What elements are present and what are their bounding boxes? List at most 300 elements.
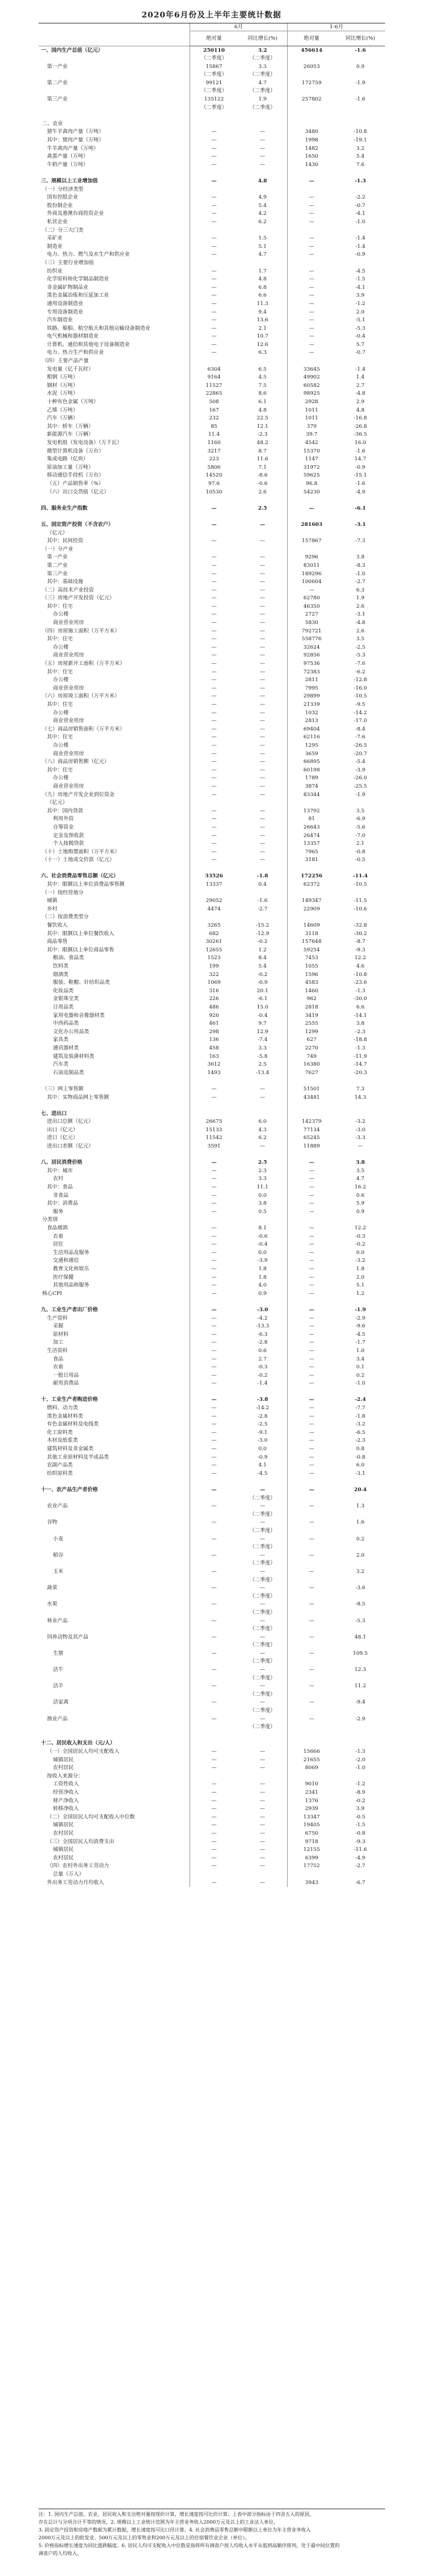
ytd-yoy-cell: -1.3 [355, 1045, 366, 1051]
month-abs-cell: — [211, 841, 217, 847]
month-abs-cell: — [211, 628, 217, 634]
month-abs-cell: — [211, 726, 217, 732]
table-row [39, 1560, 385, 1568]
indicator-cell [39, 1543, 190, 1552]
month-yoy-cell: — [260, 1568, 265, 1575]
month-abs-cell: — [211, 153, 217, 160]
table-row [39, 807, 385, 815]
month-yoy-cell: -1.6 [258, 898, 268, 904]
table-row [39, 840, 385, 848]
ytd-yoy-cell: -20.3 [353, 1069, 367, 1076]
table-row [39, 161, 385, 169]
month-yoy-cell: 6.1 [258, 399, 267, 406]
month-abs-cell [190, 799, 238, 808]
indicator-cell: 石油及制品类 [39, 1069, 190, 1077]
indicator-cell [39, 1707, 190, 1716]
month-yoy-cell [238, 1102, 287, 1110]
ytd-abs-cell: 13347 [288, 1813, 336, 1821]
table-row [39, 504, 385, 513]
indicator-cell: 商业营业用房 [39, 782, 190, 791]
month-yoy-cell: 6.2 [258, 1135, 267, 1141]
month-abs-cell: 6304 [207, 366, 221, 372]
ytd-abs-cell: — [288, 1175, 336, 1184]
indicator-cell: 微型计算机设备（万台） [39, 447, 190, 456]
ytd-abs-cell: 3943 [288, 1879, 336, 1887]
ytd-yoy-cell: -7.6 [355, 661, 366, 667]
table-row [39, 652, 385, 660]
ytd-yoy-cell: -3.9 [355, 767, 366, 773]
indicator-cell [39, 1690, 190, 1699]
indicator-cell: 电力、热力生产和供应业 [39, 349, 190, 357]
ytd-abs-cell: 1998 [288, 137, 336, 145]
ytd-yoy-cell: -10.6 [353, 906, 367, 912]
ytd-abs-cell: 65245 [288, 1134, 336, 1143]
table-row [39, 431, 385, 439]
indicator-cell: 自筹资金 [39, 823, 190, 832]
month-yoy-cell: — [260, 611, 265, 618]
ytd-yoy-cell: -2.7 [355, 1863, 366, 1870]
month-yoy-cell [238, 1216, 287, 1225]
month-abs-cell [190, 889, 238, 897]
table-row [39, 1510, 385, 1519]
indicator-cell: 核心CPI [39, 1290, 190, 1298]
month-abs-cell: — [211, 759, 217, 765]
ytd-abs-cell: — [288, 1159, 336, 1167]
ytd-yoy-cell [336, 1608, 385, 1617]
ytd-abs-cell [288, 259, 336, 267]
month-abs-cell: — [211, 129, 217, 135]
ytd-yoy-cell: 2.0 [356, 1552, 365, 1558]
ytd-abs-cell: — [288, 1323, 336, 1331]
ytd-abs-cell [288, 103, 336, 112]
month-abs-cell [190, 1731, 238, 1740]
indicator-cell: 通讯器材类 [39, 1044, 190, 1052]
table-row [39, 1330, 385, 1339]
month-yoy-cell: — [260, 750, 265, 757]
ytd-abs-cell: — [288, 1682, 336, 1691]
table-row [39, 1870, 385, 1879]
ytd-abs-cell: — [288, 1469, 336, 1478]
ytd-abs-cell: 2813 [288, 717, 336, 726]
ytd-yoy-cell: 7.3 [356, 1086, 365, 1092]
ytd-abs-cell [288, 864, 336, 873]
month-abs-cell: — [211, 243, 217, 250]
ytd-yoy-cell: -6.5 [355, 1429, 366, 1436]
ytd-yoy-cell [336, 1216, 385, 1225]
ytd-yoy-cell: -3.1 [355, 1470, 366, 1477]
table-row [39, 1290, 385, 1298]
month-yoy-cell: — [260, 161, 265, 168]
table-row [39, 1052, 385, 1061]
indicator-cell [39, 87, 190, 96]
month-yoy-cell: 8.4 [258, 955, 267, 962]
month-yoy-cell: -0.2 [258, 971, 268, 978]
indicator-cell: （三）网上零售额 [39, 1085, 190, 1093]
ytd-abs-cell: 3659 [288, 750, 336, 758]
month-abs-header: 绝对量 [190, 31, 238, 46]
month-yoy-cell: — [260, 1814, 265, 1820]
indicator-cell: （二）分三大门类 [39, 226, 190, 235]
ytd-abs-cell: 1482 [288, 144, 336, 153]
table-row [39, 1200, 385, 1208]
month-yoy-cell [238, 799, 287, 808]
indicator-cell: 中西药品类 [39, 1020, 190, 1028]
table-row [39, 1371, 385, 1380]
ytd-abs-cell: 26474 [288, 832, 336, 840]
table-row [39, 611, 385, 619]
indicator-cell: 集成电路（亿块） [39, 456, 190, 464]
ytd-yoy-cell: -0.9 [355, 464, 366, 471]
ytd-abs-cell: — [288, 341, 336, 349]
table-row [39, 488, 385, 496]
ytd-abs-cell [288, 1625, 336, 1634]
month-yoy-cell: 22.5 [256, 415, 268, 422]
month-yoy-cell: -2.5 [258, 1421, 268, 1428]
table-row [39, 1781, 385, 1789]
month-abs-cell: （二季度） [201, 88, 227, 94]
indicator-cell: 医疗保健 [39, 1273, 190, 1282]
ytd-abs-cell: — [288, 1306, 336, 1314]
month-abs-cell: — [211, 1290, 217, 1297]
month-yoy-cell: （二季度） [249, 1495, 276, 1501]
month-yoy-cell [238, 1740, 287, 1748]
ytd-yoy-cell: -0.5 [355, 1814, 366, 1820]
ytd-abs-cell [288, 112, 336, 120]
ytd-abs-cell: 26643 [288, 823, 336, 832]
ytd-yoy-cell: -3.6 [355, 1585, 366, 1592]
ytd-abs-cell: — [288, 1355, 336, 1364]
indicator-cell: 其中：实物商品网上零售额 [39, 1093, 190, 1102]
ytd-yoy-cell: -16.0 [353, 685, 367, 691]
month-group-header: 6月 [190, 23, 287, 31]
indicator-cell [39, 1723, 190, 1732]
table-row [39, 750, 385, 758]
ytd-yoy-cell: -2.4 [354, 1397, 366, 1403]
indicator-cell: 其中：住宅 [39, 668, 190, 676]
indicator-cell [39, 1731, 190, 1740]
ytd-yoy-cell: 5.4 [356, 153, 365, 160]
ytd-abs-cell: — [288, 1503, 336, 1511]
month-abs-cell: — [211, 235, 217, 242]
indicator-cell: 文化办公用品类 [39, 1028, 190, 1036]
ytd-yoy-cell: -1.5 [355, 276, 366, 283]
month-abs-cell [190, 1723, 238, 1732]
month-yoy-cell [238, 1772, 287, 1781]
month-abs-cell [190, 1151, 238, 1159]
month-yoy-cell: （二季度） [249, 1708, 276, 1714]
month-abs-cell: 232 [209, 415, 219, 422]
table-row [39, 324, 385, 333]
indicator-cell: （二）全国居民人均可支配收入中位数 [39, 1813, 190, 1821]
ytd-yoy-cell: 4.7 [356, 1176, 365, 1182]
ytd-yoy-cell: -3.2 [355, 1258, 366, 1264]
indicator-cell [39, 1642, 190, 1650]
month-yoy-cell: -4.5 [258, 1470, 268, 1477]
ytd-yoy-cell: 48.1 [354, 1634, 366, 1640]
indicator-cell: 黑色金属冶炼和压延加工业 [39, 292, 190, 300]
table-row [39, 1797, 385, 1805]
ytd-abs-cell: — [288, 1421, 336, 1429]
indicator-cell: 乡村 [39, 905, 190, 913]
month-yoy-cell: — [260, 1699, 265, 1706]
ytd-abs-cell: — [288, 1364, 336, 1372]
ytd-yoy-cell: -0.8 [355, 1454, 366, 1460]
table-row [39, 1862, 385, 1871]
table-row [39, 1707, 385, 1716]
month-yoy-cell: 0.5 [258, 1208, 267, 1215]
table-row [39, 218, 385, 226]
month-yoy-cell: — [260, 587, 265, 593]
ytd-yoy-cell: -10.8 [353, 129, 367, 135]
indicator-cell: 商业营业用房 [39, 750, 190, 758]
month-abs-cell [190, 529, 238, 537]
month-yoy-cell: -5.8 [258, 1053, 268, 1060]
ytd-abs-cell [288, 1608, 336, 1617]
ytd-abs-cell: — [288, 202, 336, 210]
ytd-yoy-cell: — [357, 1143, 363, 1150]
ytd-yoy-cell [336, 913, 385, 922]
month-abs-cell [190, 1690, 238, 1699]
month-yoy-cell: 4.8 [258, 407, 267, 413]
table-row [39, 799, 385, 808]
ytd-abs-cell: 257802 [288, 96, 336, 104]
ytd-abs-cell: — [288, 1290, 336, 1298]
table-row [39, 1093, 385, 1102]
ytd-yoy-cell: -3.1 [355, 611, 366, 618]
table-row [39, 1756, 385, 1764]
table-row [39, 1175, 385, 1184]
ytd-abs-cell: 2555 [288, 1020, 336, 1028]
month-abs-cell: — [211, 218, 217, 225]
ytd-yoy-cell: 4.6 [356, 963, 365, 969]
month-yoy-cell: 0.0 [258, 1446, 267, 1453]
indicator-cell: 活羊 [39, 1682, 190, 1691]
month-abs-cell: — [211, 816, 217, 823]
ytd-yoy-cell: 3.8 [356, 1021, 365, 1027]
table-row [39, 267, 385, 276]
table-row [39, 823, 385, 832]
ytd-abs-cell: — [288, 317, 336, 325]
indicator-cell: 其中：限额以上单位消费品零售额 [39, 881, 190, 889]
month-abs-cell: — [211, 1438, 217, 1444]
table-row [39, 1069, 385, 1077]
ytd-yoy-cell: -4.8 [355, 620, 366, 626]
month-yoy-cell: — [260, 1855, 265, 1861]
ytd-abs-cell: 6750 [288, 1829, 336, 1838]
month-yoy-cell: 4.0 [258, 1282, 267, 1289]
ytd-yoy-cell [336, 1625, 385, 1634]
ytd-abs-cell: — [288, 1584, 336, 1593]
ytd-yoy-cell: 3.5 [356, 636, 365, 643]
month-yoy-cell: — [260, 554, 265, 561]
ytd-yoy-cell [336, 1543, 385, 1552]
ytd-yoy-cell: -1.9 [355, 791, 366, 798]
month-abs-cell: — [211, 1749, 217, 1755]
indicator-cell: 办公楼 [39, 676, 190, 685]
month-yoy-cell: -6.3 [258, 1331, 268, 1338]
month-yoy-cell: 1.8 [258, 1265, 267, 1272]
table-row [39, 169, 385, 178]
table-row [39, 1020, 385, 1028]
month-abs-cell: 1160 [207, 440, 221, 446]
ytd-yoy-cell [336, 864, 385, 873]
indicator-cell: 化学原料和化学制品制造业 [39, 276, 190, 284]
table-row [39, 1838, 385, 1846]
month-abs-cell [190, 1772, 238, 1781]
ytd-yoy-cell: -1.3 [355, 987, 366, 994]
indicator-cell [39, 1077, 190, 1086]
month-abs-cell: — [211, 350, 217, 356]
ytd-abs-cell: — [288, 283, 336, 292]
month-abs-cell: — [211, 1863, 217, 1870]
ytd-yoy-cell: -11.5 [353, 898, 367, 904]
table-row [39, 734, 385, 742]
ytd-yoy-cell: -4.1 [355, 284, 366, 291]
ytd-yoy-cell: -1.7 [355, 1339, 366, 1346]
table-row [39, 791, 385, 799]
ytd-yoy-cell: 14.7 [354, 456, 366, 463]
month-yoy-cell: — [260, 1683, 265, 1690]
month-yoy-cell: — [260, 1536, 265, 1542]
ytd-yoy-cell [336, 889, 385, 897]
ytd-yoy-cell: 2.1 [356, 841, 365, 847]
month-abs-cell [190, 357, 238, 366]
ytd-yoy-cell: -25.5 [353, 783, 367, 789]
table-row [39, 1126, 385, 1134]
month-yoy-cell [238, 169, 287, 178]
indicator-cell: 城镇居民 [39, 1821, 190, 1830]
footnote-line: 调查户的人均收入。 [39, 2551, 82, 2556]
indicator-cell: 商业营业用房 [39, 619, 190, 628]
month-abs-cell: — [211, 1503, 217, 1510]
table-row [39, 881, 385, 889]
month-abs-cell: — [211, 1331, 217, 1338]
indicator-cell [39, 169, 190, 178]
ytd-abs-cell: 2818 [288, 1003, 336, 1012]
month-yoy-cell [238, 1077, 287, 1086]
ytd-yoy-cell: 6.6 [356, 1004, 365, 1010]
ytd-abs-cell: 62372 [288, 881, 336, 889]
ytd-abs-cell: 77134 [288, 1126, 336, 1134]
ytd-yoy-cell: 109.5 [353, 1650, 368, 1657]
indicator-cell: 外出务工劳动力月均收入 [39, 1879, 190, 1887]
month-yoy-cell: 48.2 [256, 440, 268, 446]
table-row [39, 1134, 385, 1143]
month-yoy-cell [238, 120, 287, 128]
ytd-yoy-cell [336, 1388, 385, 1396]
indicator-cell: 城镇 [39, 897, 190, 906]
table-row [39, 1380, 385, 1388]
table-row [39, 1740, 385, 1748]
ytd-yoy-cell: 1.6 [356, 1519, 365, 1526]
month-abs-cell: — [211, 824, 217, 830]
month-yoy-cell: — [260, 1487, 265, 1493]
ytd-yoy-cell: 5.7 [356, 341, 365, 348]
ytd-abs-cell: 1460 [288, 987, 336, 995]
ytd-abs-cell: — [288, 1167, 336, 1175]
table-row [39, 1151, 385, 1159]
ytd-abs-cell: — [288, 1633, 336, 1642]
ytd-abs-cell: 962 [288, 995, 336, 1004]
month-yoy-cell: -14.2 [256, 1405, 270, 1412]
ytd-yoy-cell: -20.7 [353, 750, 367, 757]
ytd-yoy-cell: 12.2 [354, 1225, 366, 1231]
month-abs-cell: — [211, 202, 217, 209]
ytd-abs-cell [288, 529, 336, 537]
indicator-cell: 其中：住宅 [39, 635, 190, 644]
ytd-abs-cell: 60582 [288, 381, 336, 390]
indicator-cell: 蔬菜 [39, 1584, 190, 1593]
indicator-cell: 生活资料 [39, 1347, 190, 1355]
indicator-cell: 农村居民 [39, 1764, 190, 1773]
table-row [39, 1879, 385, 1887]
month-abs-cell: — [211, 775, 217, 782]
table-row [39, 1543, 385, 1552]
month-yoy-cell: -0.2 [258, 939, 268, 945]
ytd-yoy-cell: -0.4 [355, 333, 366, 340]
indicator-cell: 活牛 [39, 1666, 190, 1675]
indicator-cell: 农村居民 [39, 1854, 190, 1862]
table-row [39, 1412, 385, 1421]
month-abs-cell: — [211, 718, 217, 724]
month-abs-cell: — [211, 1716, 217, 1722]
indicator-cell [39, 1494, 190, 1503]
table-row [39, 144, 385, 153]
indicator-cell: 水果 [39, 1601, 190, 1609]
indicator-cell: （五）房屋新开工面积（万平方米） [39, 660, 190, 669]
table-row [39, 1601, 385, 1609]
indicator-cell: 十种有色金属（万吨） [39, 398, 190, 407]
ytd-yoy-cell: -2.0 [355, 1756, 366, 1763]
ytd-yoy-cell: -1.0 [355, 1380, 366, 1387]
month-yoy-cell: — [260, 1650, 265, 1657]
indicator-cell [39, 1388, 190, 1396]
month-abs-cell: — [211, 145, 217, 152]
table-row [39, 374, 385, 382]
month-abs-cell: — [211, 644, 217, 650]
indicator-cell [39, 103, 190, 112]
ytd-abs-cell: — [288, 210, 336, 218]
ytd-abs-cell: 792721 [288, 627, 336, 635]
table-row [39, 709, 385, 717]
indicator-cell: 十二、居民收入和支出（元/人） [39, 1740, 190, 1748]
month-abs-cell: 461 [209, 1021, 219, 1027]
ytd-yoy-cell [336, 1723, 385, 1732]
table-row [39, 1012, 385, 1020]
indicator-cell: 餐饮收入 [39, 922, 190, 930]
ytd-yoy-cell: -6.7 [355, 1879, 366, 1886]
ytd-abs-cell: 92856 [288, 652, 336, 660]
table-row [39, 520, 385, 529]
table-row [39, 930, 385, 938]
ytd-yoy-cell [336, 1870, 385, 1879]
month-abs-cell: — [211, 1830, 217, 1836]
ytd-abs-cell: — [288, 267, 336, 276]
month-yoy-cell: （二季度） [249, 1609, 276, 1616]
ytd-abs-cell: — [288, 251, 336, 259]
ytd-yoy-cell: 3.5 [356, 808, 365, 814]
table-row [39, 1568, 385, 1576]
table-row [39, 627, 385, 635]
indicator-cell: 猪牛羊禽肉产量（万吨） [39, 128, 190, 137]
month-yoy-cell [238, 889, 287, 897]
table-row [39, 946, 385, 954]
table-row [39, 1608, 385, 1617]
indicator-cell: 商业营业用房 [39, 684, 190, 693]
ytd-yoy-cell: 0.6 [356, 1192, 365, 1199]
month-abs-cell: — [211, 1306, 217, 1313]
month-yoy-cell: — [260, 767, 265, 773]
